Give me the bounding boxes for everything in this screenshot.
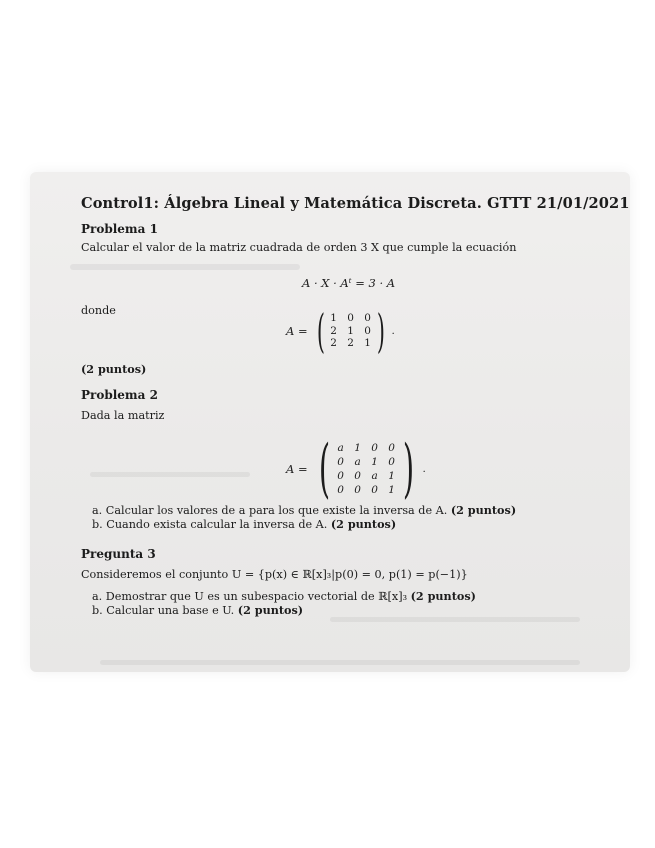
matrix-entries (330, 312, 372, 350)
problem-1-heading: Problema 1 (81, 222, 158, 236)
matrix-cell: 1 (354, 442, 361, 454)
matrix-a-4x4 (286, 432, 426, 506)
matrix-cell: 0 (388, 442, 395, 454)
item-points: (2 puntos) (237, 603, 304, 617)
matrix-cell: 2 (330, 337, 337, 350)
matrix-cell: 0 (388, 456, 395, 468)
matrix-cell: 1 (364, 337, 371, 350)
matrix-cell: 0 (337, 484, 344, 496)
matrix-cell: a (337, 442, 344, 454)
item-points: (2 puntos) (450, 503, 517, 517)
right-paren: ) (402, 432, 414, 506)
item-points: (2 puntos) (410, 589, 476, 603)
matrix-cell: 0 (337, 456, 344, 468)
problem-3-statement: Consideremos el conjunto U = {p(x) ∈ ℝ[x]₃|p(0) = 0, p(1) = p(−1)} (81, 568, 468, 581)
matrix-cell: 2 (347, 337, 354, 350)
matrix-cell: 0 (364, 324, 371, 337)
matrix-cell: a (354, 456, 361, 468)
matrix-cell: a (371, 470, 378, 482)
bleed-through-mark (70, 264, 300, 270)
matrix-cell: 0 (371, 442, 378, 454)
matrix-cell: 1 (371, 456, 378, 468)
left-paren: ( (316, 304, 325, 358)
matrix-entries (337, 441, 396, 497)
problem-3-item-a (92, 589, 476, 604)
matrix-a-3x3 (286, 304, 395, 358)
problem-3-heading: Pregunta 3 (81, 547, 156, 561)
problem-1-points: (2 puntos) (81, 362, 147, 376)
item-text: a. Calcular los valores de a para los que existe la inversa de A. (92, 504, 448, 517)
matrix-cell: 0 (354, 484, 361, 496)
problem-1-statement: Calcular el valor de la matriz cuadrada de orden 3 X que cumple la ecuación (81, 241, 517, 254)
matrix-cell: 0 (337, 470, 344, 482)
matrix-label: A = (286, 324, 308, 338)
right-paren: ) (376, 304, 385, 358)
problem-2-item-b (92, 517, 396, 532)
matrix-cell: 1 (388, 484, 395, 496)
matrix-cell: 1 (330, 312, 337, 325)
matrix-cell: 0 (364, 312, 371, 325)
matrix-period: . (391, 325, 395, 337)
matrix-label: A = (286, 462, 308, 476)
bleed-through-mark (330, 617, 580, 622)
item-text: b. Cuando exista calcular la inversa de A. (92, 518, 328, 531)
problem-2-heading: Problema 2 (81, 388, 158, 402)
matrix-cell: 2 (330, 324, 337, 337)
page-title: Control1: Álgebra Lineal y Matemática Discreta. GTTT 21/01/2021 (81, 195, 630, 212)
bleed-through-mark (100, 660, 580, 665)
matrix-cell: 0 (347, 312, 354, 325)
problem-2-item-a (92, 503, 516, 518)
item-text: b. Calcular una base e U. (92, 604, 235, 617)
matrix-cell: 1 (388, 470, 395, 482)
problem-1-donde: donde (81, 304, 116, 317)
problem-1-equation: A · X · Aᵗ = 3 · A (302, 276, 396, 290)
matrix-cell: 1 (347, 324, 354, 337)
left-paren: ( (318, 432, 330, 506)
matrix-cell: 0 (371, 484, 378, 496)
matrix-cell: 0 (354, 470, 361, 482)
problem-2-statement: Dada la matriz (81, 409, 165, 422)
problem-3-item-b (92, 603, 303, 618)
item-text: a. Demostrar que U es un subespacio vectorial de ℝ[x]₃ (92, 590, 408, 603)
item-points: (2 puntos) (330, 517, 397, 531)
matrix-period: . (422, 463, 426, 475)
bleed-through-mark (90, 472, 250, 477)
